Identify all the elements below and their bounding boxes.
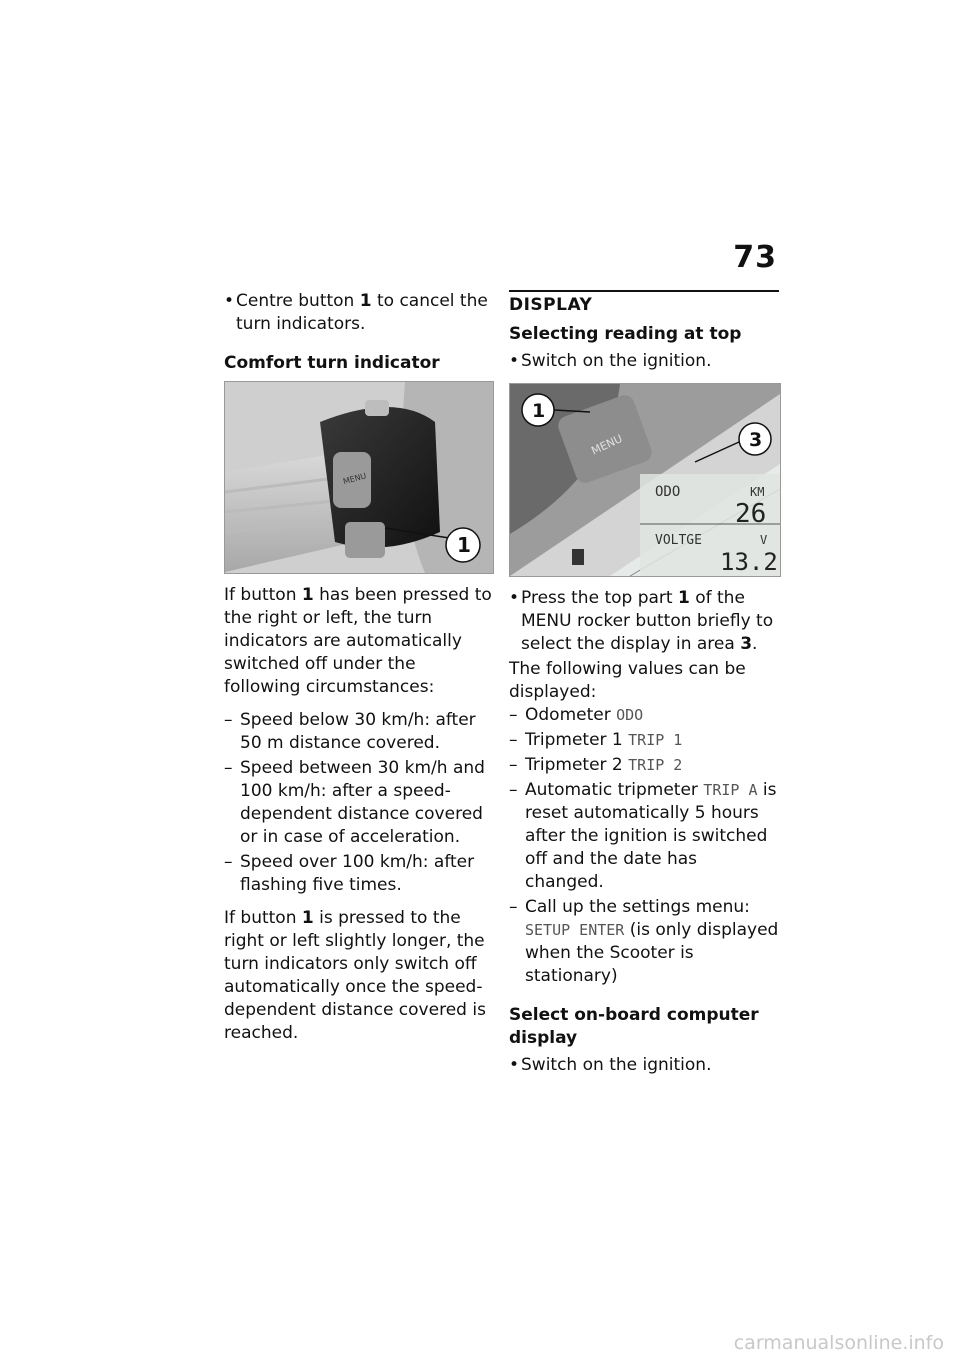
svg-text:VOLTGE: VOLTGE [655, 533, 702, 548]
dash-item-trip1: – Tripmeter 1 TRIP 1 [509, 729, 779, 752]
figure-handlebar-switch [224, 381, 494, 574]
svg-text:KM: KM [750, 485, 765, 499]
handlebar-switch-photo [225, 382, 493, 573]
bullet-switch-ignition-2: • Switch on the ignition. [509, 1054, 779, 1077]
dash-item-speed-between: – Speed between 30 km/h and 100 km/h: after a speed-dependent distance covered or in case of acceleration. [224, 757, 494, 849]
display-photo [510, 384, 780, 576]
bullet-centre-button: • Centre button 1 to cancel the turn indicators. [224, 290, 494, 336]
right-column [509, 290, 779, 1079]
svg-text:ODO: ODO [655, 484, 681, 500]
bullet-press-top-part: • Press the top part 1 of the MENU rocker button briefly to select the display in area 3. [509, 587, 779, 656]
dash-item-odometer: – Odometer ODO [509, 704, 779, 727]
paragraph-pressed-longer: If button 1 is pressed to the right or left slightly longer, the turn indicators only switch off automatically once the speed-dependent distance covered is reached. [224, 908, 486, 1043]
dash-item-speed-over: – Speed over 100 km/h: after flashing five times. [224, 851, 494, 897]
paragraph-button-pressed: If button 1 has been pressed to the right or left, the turn indicators are automatically switched off under the following circumstances: [224, 585, 492, 697]
heading-selecting-reading: Selecting reading at top [509, 324, 742, 344]
section-title-display: DISPLAY [509, 290, 779, 317]
dash-item-trip2: – Tripmeter 2 TRIP 2 [509, 754, 779, 777]
svg-text:V: V [760, 533, 768, 547]
fuel-icon [572, 549, 584, 565]
watermark: carmanualsonline.info [733, 1332, 944, 1354]
dash-item-speed-below: – Speed below 30 km/h: after 50 m distance covered. [224, 709, 494, 755]
svg-text:MENU: MENU [342, 471, 368, 487]
svg-text:3: 3 [749, 429, 763, 451]
svg-text:13.2: 13.2 [720, 548, 778, 576]
heading-onboard-computer: Select on-board computer display [509, 1005, 759, 1048]
page-number: 73 [733, 240, 777, 275]
dash-item-setup: – Call up the settings menu: SETUP ENTER (is only displayed when the Scooter is stationary) [509, 896, 779, 988]
svg-text:MENU: MENU [589, 431, 625, 458]
paragraph-values-displayed: The following values can be displayed: [509, 659, 746, 702]
figure-display [509, 383, 781, 577]
svg-text:26: 26 [735, 499, 767, 529]
left-column [224, 290, 494, 1055]
bullet-switch-ignition: • Switch on the ignition. [509, 350, 779, 373]
heading-comfort-turn-indicator: Comfort turn indicator [224, 353, 440, 373]
svg-text:1: 1 [532, 400, 546, 422]
dash-item-tripa: – Automatic tripmeter TRIP A is reset automatically 5 hours after the ignition is switched off and the date has changed. [509, 779, 779, 894]
svg-text:1: 1 [457, 533, 471, 557]
